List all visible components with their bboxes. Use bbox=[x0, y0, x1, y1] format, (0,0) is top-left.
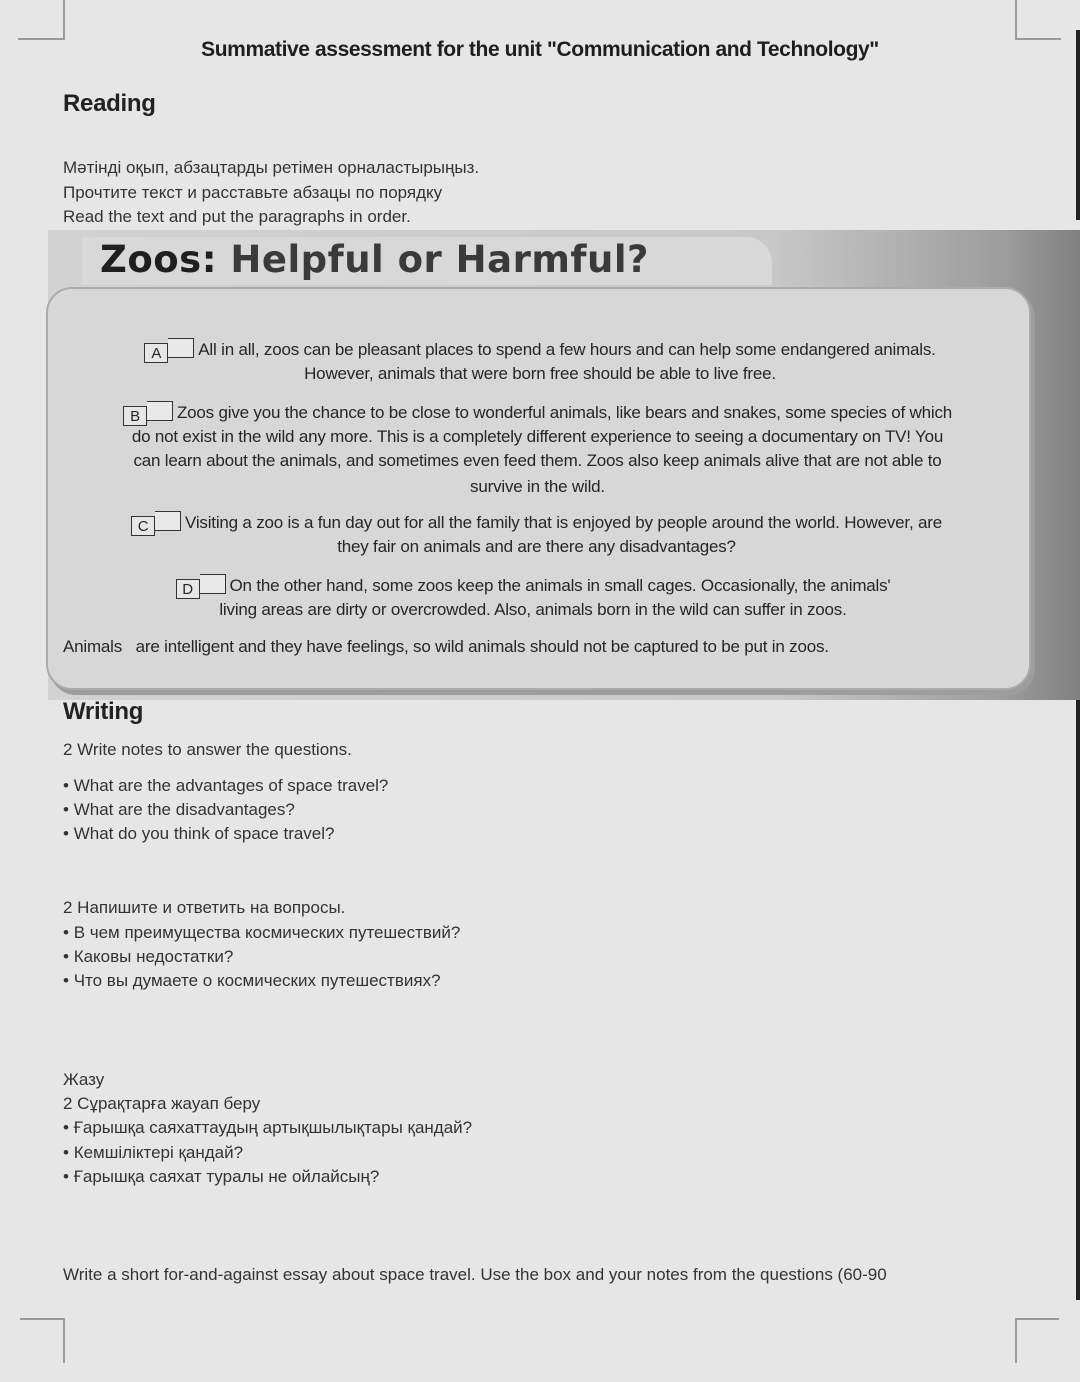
crop-mark bbox=[20, 1318, 65, 1320]
closing-sentence: Animals are intelligent and they have feelings, so wild animals should not be captured to be put in zoos. bbox=[63, 637, 829, 656]
answer-box-c[interactable] bbox=[155, 511, 181, 531]
question-kk-2: • Кемшіліктері қандай? bbox=[63, 1143, 244, 1162]
crop-mark bbox=[1015, 1318, 1059, 1320]
instruction-ru: Прочтите текст и расставьте абзацы по порядку bbox=[63, 183, 443, 202]
writing-task-en: 2 Write notes to answer the questions. bbox=[63, 740, 352, 759]
paragraph-c: C Visiting a zoo is a fun day out for all the family that is enjoyed by people around the world. However, are they fair on animals and are there any disadvantages? bbox=[74, 511, 999, 557]
paragraph-label-c: C bbox=[131, 516, 155, 536]
answer-box-d[interactable] bbox=[200, 574, 226, 594]
crop-mark bbox=[63, 0, 65, 38]
crop-mark bbox=[63, 1318, 65, 1363]
crop-mark bbox=[1015, 1318, 1017, 1363]
writing-task-ru: 2 Напишите и ответить на вопросы. bbox=[63, 898, 346, 917]
question-ru-3: • Что вы думаете о космических путешествиях? bbox=[63, 971, 441, 990]
writing-heading: Writing bbox=[63, 698, 144, 725]
article-title bbox=[100, 238, 649, 281]
paragraph-label-b: B bbox=[123, 406, 147, 426]
question-kk-1: • Ғарышқа саяхаттаудың артықшылықтары қандай? bbox=[63, 1118, 473, 1137]
reading-heading: Reading bbox=[63, 90, 156, 117]
article-title-rest: Helpful or Harmful? bbox=[230, 238, 649, 281]
instruction-en: Read the text and put the paragraphs in order. bbox=[63, 207, 411, 226]
question-kk-3: • Ғарышқа саяхат туралы не ойлайсың? bbox=[63, 1167, 380, 1186]
answer-box-a[interactable] bbox=[168, 338, 194, 358]
page-edge-rule bbox=[1076, 700, 1080, 1300]
paragraph-b: B Zoos give you the chance to be close to wonderful animals, like bears and snakes, some species of which do not exist in the wild any more. This is a completely different experience to seeing a documentary on TV! You can learn about the animals, and sometimes even feed them. Zoos also keep animals alive that are not able to survive in the wild. bbox=[70, 401, 1005, 499]
question-en-1: • What are the advantages of space travel? bbox=[63, 776, 389, 795]
question-ru-1: • В чем преимущества космических путешествий? bbox=[63, 923, 461, 942]
essay-prompt: Write a short for-and-against essay about space travel. Use the box and your notes from the questions (60-90 bbox=[63, 1265, 887, 1284]
paragraph-a: A All in all, zoos can be pleasant places to spend a few hours and can help some endangered animals. However, animals that were born free should be able to live free. bbox=[90, 338, 990, 384]
writing-task-kk: 2 Сұрақтарға жауап беру bbox=[63, 1094, 261, 1113]
paragraph-label-a: A bbox=[144, 343, 168, 363]
question-ru-2: • Каковы недостатки? bbox=[63, 947, 234, 966]
question-en-3: • What do you think of space travel? bbox=[63, 824, 335, 843]
paragraph-label-d: D bbox=[176, 579, 200, 599]
page-title: Summative assessment for the unit "Communication and Technology" bbox=[201, 38, 879, 61]
question-en-2: • What are the disadvantages? bbox=[63, 800, 295, 819]
writing-heading-kk: Жазу bbox=[63, 1070, 105, 1089]
paragraph-d: D On the other hand, some zoos keep the animals in small cages. Occasionally, the animals' living areas are dirty or overcrowded. Also, animals born in the wild can suffer in zoos. bbox=[128, 574, 938, 620]
article-title-zoos: Zoos: bbox=[100, 238, 217, 281]
instruction-kk: Мәтінді оқып, абзацтарды ретімен орналастырыңыз. bbox=[63, 158, 480, 177]
answer-box-b[interactable] bbox=[147, 401, 173, 421]
crop-mark bbox=[1015, 0, 1017, 38]
